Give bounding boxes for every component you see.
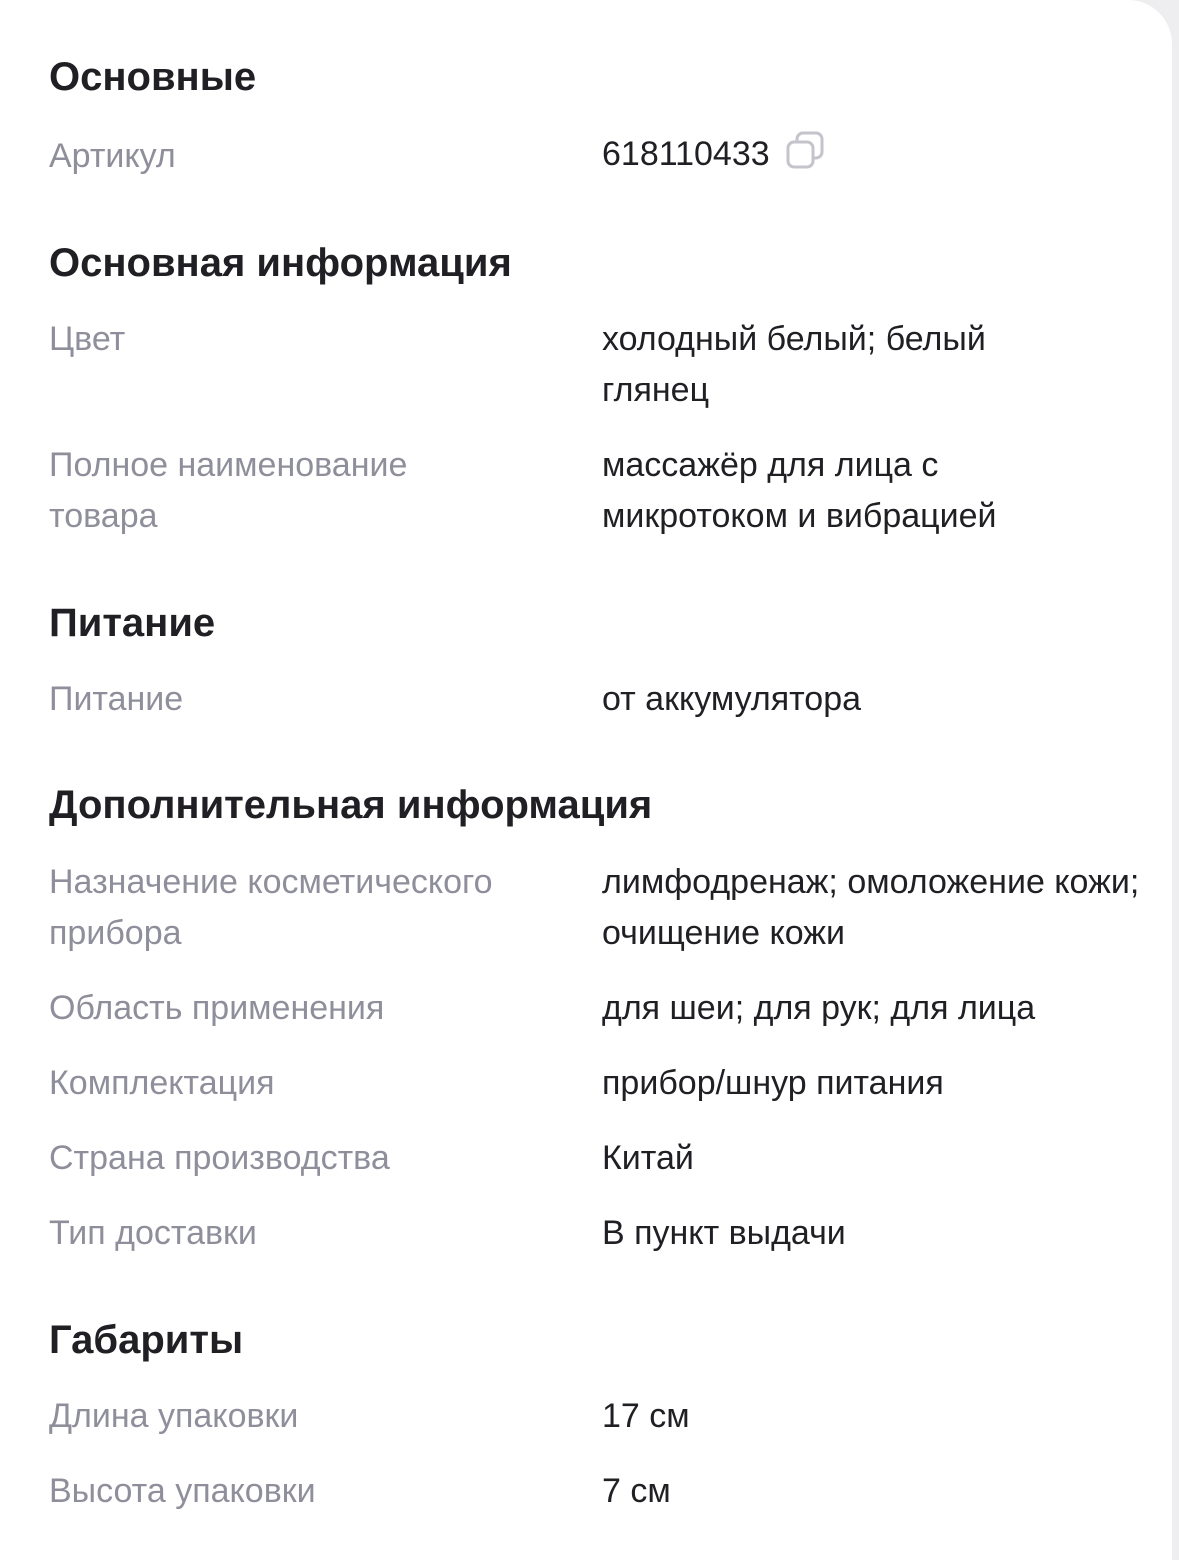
section-title-power: Питание: [49, 601, 216, 645]
section-title-main: Основные: [49, 55, 257, 99]
spec-value-device-purpose: лимфодренаж; омоложение кожи; очищение кожи: [602, 863, 1140, 952]
spec-label-delivery-type: Тип доставки: [49, 1214, 257, 1252]
spec-value-application-area: для шеи; для рук; для лица: [602, 989, 1036, 1027]
section-title-dimensions: Габариты: [49, 1318, 244, 1362]
spec-label-color: Цвет: [49, 320, 126, 358]
spec-label-article: Артикул: [49, 137, 176, 175]
spec-value-power: от аккумулятора: [602, 680, 862, 718]
spec-label-package-length: Длина упаковки: [49, 1397, 299, 1435]
spec-value-country: Китай: [602, 1139, 694, 1177]
spec-value-package-height: 7 см: [602, 1472, 671, 1510]
spec-label-application-area: Область применения: [49, 989, 385, 1027]
section-title-additional-info: Дополнительная информация: [49, 783, 653, 827]
article-number: 618110433: [602, 135, 770, 173]
spec-label-country: Страна производства: [49, 1139, 390, 1177]
spec-label-package-contents: Комплектация: [49, 1064, 275, 1102]
spec-value-delivery-type: В пункт выдачи: [602, 1214, 846, 1252]
spec-value-color: холодный белый; белый глянец: [602, 320, 986, 409]
spec-label-package-height: Высота упаковки: [49, 1472, 316, 1510]
section-title-basic-info: Основная информация: [49, 241, 512, 285]
spec-value-package-contents: прибор/шнур питания: [602, 1064, 944, 1102]
spec-label-power: Питание: [49, 680, 184, 718]
spec-value-full-name: массажёр для лица с микротоком и вибрацией: [602, 446, 997, 535]
spec-value-article: [602, 129, 1142, 180]
spec-label-device-purpose: Назначение косметического прибора: [49, 863, 493, 952]
spec-value-package-length: 17 см: [602, 1397, 690, 1435]
copy-icon[interactable]: [786, 131, 824, 169]
spec-label-full-name: Полное наименование товара: [49, 446, 408, 535]
